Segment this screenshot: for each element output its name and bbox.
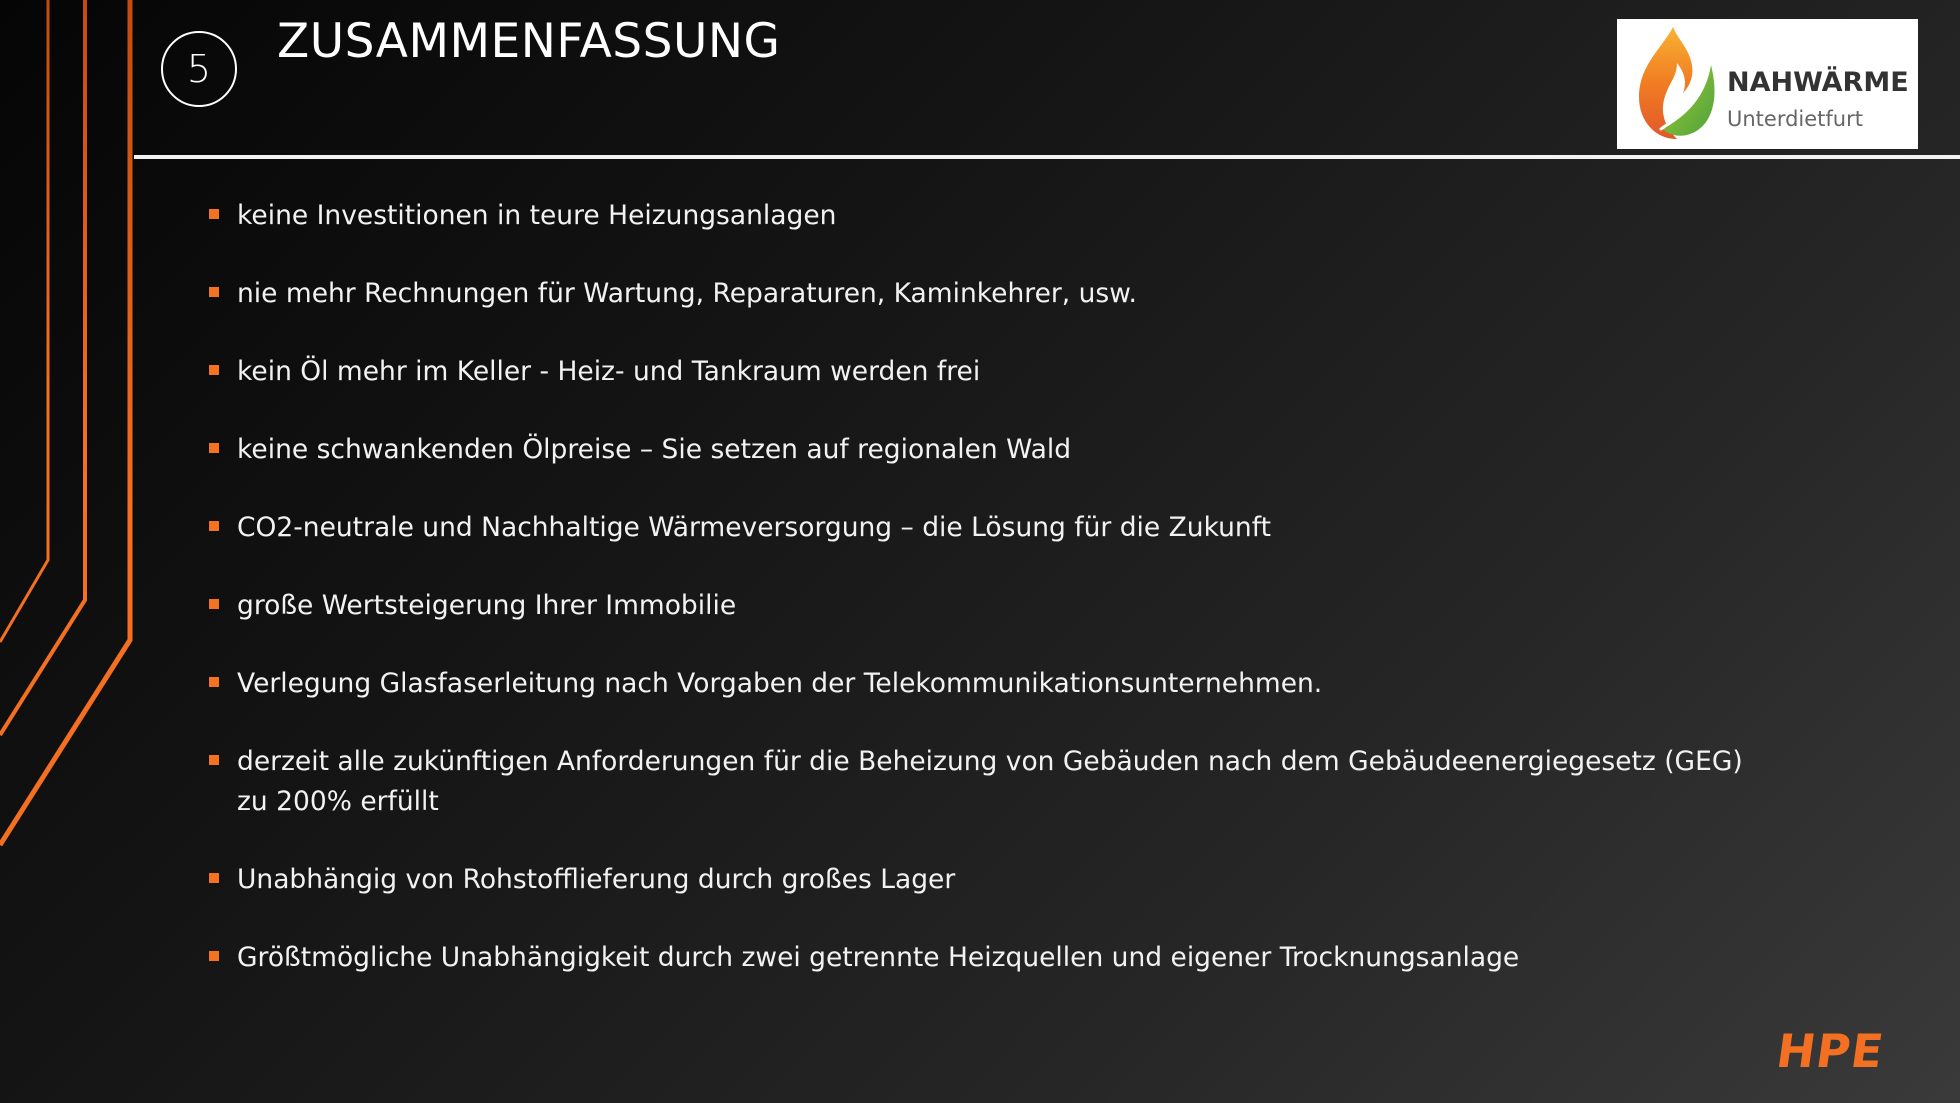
flame-leaf-icon	[1633, 25, 1717, 143]
list-item	[209, 664, 1769, 704]
bullet-square-icon	[209, 287, 219, 297]
bullet-square-icon	[209, 365, 219, 375]
bullet-text: keine schwankenden Ölpreise – Sie setzen auf regionalen Wald	[237, 434, 1072, 465]
list-item	[209, 352, 1769, 392]
list-item	[209, 586, 1769, 626]
step-number: 5	[186, 47, 212, 91]
nahwaerme-logo	[1617, 19, 1918, 149]
list-item	[209, 938, 1769, 978]
bullet-text: keine Investitionen in teure Heizungsanlagen	[237, 200, 837, 231]
bullet-square-icon	[209, 873, 219, 883]
step-number-badge	[161, 31, 237, 107]
bullet-text: Verlegung Glasfaserleitung nach Vorgaben der Telekommunikationsunternehmen.	[237, 668, 1323, 699]
deco-line-middle	[0, 0, 85, 735]
bullet-text: Unabhängig von Rohstofflieferung durch großes Lager	[237, 864, 956, 895]
list-item	[209, 274, 1769, 314]
bullet-text: große Wertsteigerung Ihrer Immobilie	[237, 590, 737, 621]
bullet-square-icon	[209, 677, 219, 687]
decorative-orange-lines	[0, 0, 140, 1103]
hpe-footer-logo: HPE	[1773, 1024, 1888, 1078]
bullet-list	[209, 196, 1769, 1016]
bullet-square-icon	[209, 521, 219, 531]
bullet-square-icon	[209, 951, 219, 961]
bullet-text: kein Öl mehr im Keller - Heiz- und Tankraum werden frei	[237, 356, 981, 387]
header-divider	[134, 155, 1960, 159]
bullet-text: CO2-neutrale und Nachhaltige Wärmeversorgung – die Lösung für die Zukunft	[237, 512, 1271, 543]
logo-name: NAHWÄRME	[1727, 67, 1909, 98]
list-item	[209, 508, 1769, 548]
list-item	[209, 196, 1769, 236]
deco-line-outer	[0, 0, 130, 845]
list-item	[209, 742, 1769, 822]
list-item	[209, 430, 1769, 470]
bullet-text: Größtmögliche Unabhängigkeit durch zwei getrennte Heizquellen und eigener Trocknungsanlage	[237, 942, 1520, 973]
bullet-square-icon	[209, 599, 219, 609]
bullet-text: derzeit alle zukünftigen Anforderungen für die Beheizung von Gebäuden nach dem Gebäudeenergiegesetz (GEG) zu 200% erfüllt	[237, 746, 1743, 817]
deco-line-inner	[0, 0, 48, 642]
page-title: ZUSAMMENFASSUNG	[277, 14, 781, 69]
list-item	[209, 860, 1769, 900]
bullet-square-icon	[209, 755, 219, 765]
bullet-square-icon	[209, 209, 219, 219]
bullet-text: nie mehr Rechnungen für Wartung, Reparaturen, Kaminkehrer, usw.	[237, 278, 1137, 309]
logo-subtitle: Unterdietfurt	[1727, 107, 1863, 131]
bullet-square-icon	[209, 443, 219, 453]
